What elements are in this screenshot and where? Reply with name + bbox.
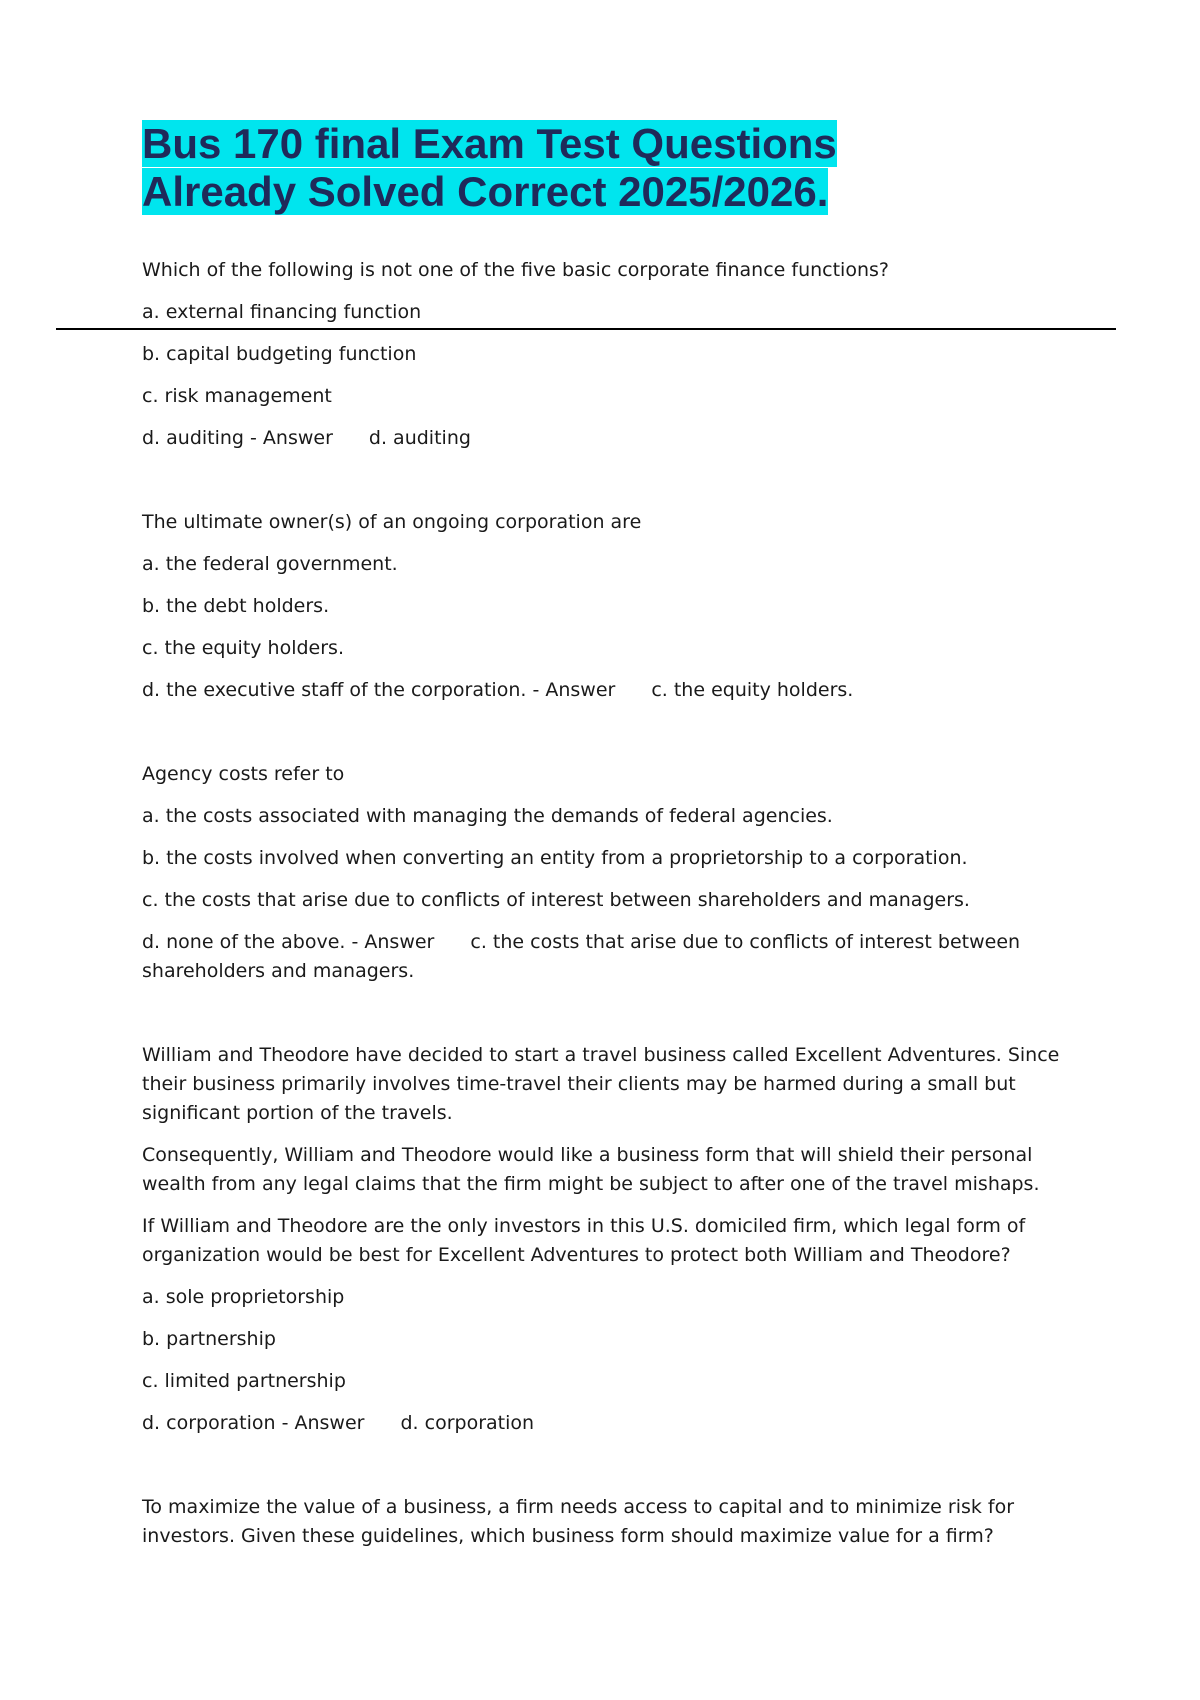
option-d-with-answer [142,928,1062,986]
answer-text: d. auditing [368,427,471,449]
document-body [142,256,1062,1564]
question-4 [142,1041,1062,1438]
option-a: a. the costs associated with managing the demands of federal agencies. [142,805,833,827]
option-a: a. sole proprietorship [142,1286,345,1308]
option-d-with-answer [142,676,1062,705]
option-c: c. risk management [142,385,332,407]
question-stem: Agency costs refer to [142,763,345,785]
question-paragraph-1: William and Theodore have decided to start a travel business called Excellent Adventures. Since their business primarily involves time-travel their clients may be harmed during a small but significant portion of the travels. [142,1044,1060,1124]
option-d: d. auditing - Answer [142,427,333,449]
option-b: b. the costs involved when converting an entity from a proprietorship to a corporation. [142,847,968,869]
question-stem: To maximize the value of a business, a firm needs access to capital and to minimize risk for investors. Given these guidelines, which business form should maximize value for a firm? [142,1496,1015,1547]
option-a: a. external financing function [142,301,422,323]
option-c: c. the costs that arise due to conflicts of interest between shareholders and managers. [142,889,970,911]
question-stem: The ultimate owner(s) of an ongoing corporation are [142,511,642,533]
option-d-with-answer [142,1409,1062,1438]
answer-text: d. corporation [400,1412,535,1434]
option-d-with-answer [142,424,1062,453]
question-1 [142,256,1062,453]
answer-text: c. the equity holders. [651,679,854,701]
option-d: d. corporation - Answer [142,1412,365,1434]
title-line-2: Already Solved Correct 2025/2026. [142,168,829,215]
option-b: b. capital budgeting function [142,343,417,365]
question-paragraph-3: If William and Theodore are the only investors in this U.S. domiciled firm, which legal form of organization would be best for Excellent Adventures to protect both William and Theodore? [142,1215,1026,1266]
option-d: d. none of the above. - Answer [142,931,435,953]
option-b: b. partnership [142,1328,276,1350]
answer-text: c. the costs that arise due to conflicts of interest between shareholders and managers. [142,931,1021,982]
title-line-1: Bus 170 final Exam Test Questions [142,120,837,167]
document-title [142,120,837,216]
question-stem: Which of the following is not one of the five basic corporate finance functions? [142,259,889,281]
question-3 [142,760,1062,986]
option-c: c. the equity holders. [142,637,344,659]
question-2 [142,508,1062,705]
question-paragraph-2: Consequently, William and Theodore would like a business form that will shield their personal wealth from any legal claims that the firm might be subject to after one of the travel mishaps. [142,1144,1040,1195]
option-c: c. limited partnership [142,1370,346,1392]
question-5 [142,1493,1062,1551]
option-d: d. the executive staff of the corporation. - Answer [142,679,616,701]
option-a: a. the federal government. [142,553,398,575]
option-b: b. the debt holders. [142,595,330,617]
